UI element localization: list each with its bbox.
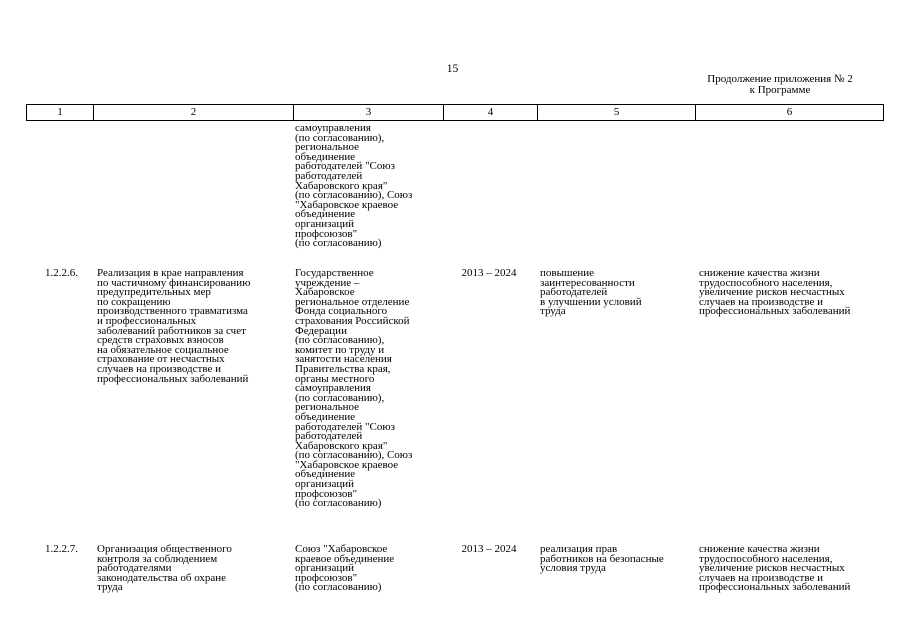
row-number-cell: 1.2.2.6. bbox=[45, 267, 78, 279]
column-header-3: 3 bbox=[293, 105, 443, 120]
continuation-line-2: к Программе bbox=[749, 84, 811, 96]
period-cell: 2013 – 2024 bbox=[461, 543, 517, 555]
table-column-header-row bbox=[26, 104, 884, 121]
column-header-1: 1 bbox=[57, 106, 63, 118]
executors-cell: Союз "Хабаровское краевое объединение организаций профсоюзов" (по согласованию) bbox=[295, 543, 395, 594]
column-header-4: 4 bbox=[443, 105, 537, 120]
result-cell: реализация прав работников на безопасные условия труда bbox=[540, 543, 664, 575]
column-header-6: 6 bbox=[695, 105, 883, 120]
period-cell: 2013 – 2024 bbox=[461, 267, 517, 279]
executors-cell: Государственное учреждение – Хабаровское региональное отделение Фонда социального страхования Российской Федерации (по согласованию), комитет по труду и занятости населения Правительства края, органы местного самоуправления (по согласованию), региональное объединение работодателей "Союз работодателей Хабаровского края" (по согласованию), Союз "Хабаровское краевое объединение организаций профсоюзов" (по согласованию) bbox=[295, 267, 413, 510]
column-header-5: 5 bbox=[537, 105, 695, 120]
row-number-cell: 1.2.2.7. bbox=[45, 543, 78, 555]
measure-cell: Реализация в крае направления по частичному финансированию предупредительных мер по сокращению производственного травматизма и профессиональных заболеваний работников за счет средств страховых взносов на обязательное социальное страхование от несчастных случаев на производстве и профессиональных заболеваний bbox=[97, 267, 251, 385]
risks-cell: снижение качества жизни трудоспособного населения, увеличение рисков несчастных случаев на производстве и профессиональных заболеваний bbox=[699, 543, 851, 594]
risks-cell: снижение качества жизни трудоспособного населения, увеличение рисков несчастных случаев на производстве и профессиональных заболеваний bbox=[699, 267, 851, 318]
result-cell: повышение заинтересованности работодателей в улучшении условий труда bbox=[540, 267, 642, 318]
appendix-continuation-note bbox=[660, 74, 900, 96]
continuation-line-1: Продолжение приложения № 2 bbox=[707, 73, 853, 85]
measure-cell: Организация общественного контроля за соблюдением работодателями законодательства об охране труда bbox=[97, 543, 232, 594]
carryover-executors-cell: самоуправления (по согласованию), региональное объединение работодателей "Союз работодателей Хабаровского края" (по согласованию), Союз "Хабаровское краевое объединение организаций профсоюзов" (по согласованию) bbox=[295, 122, 413, 250]
column-header-2: 2 bbox=[93, 105, 293, 120]
page-number: 15 bbox=[446, 63, 459, 75]
